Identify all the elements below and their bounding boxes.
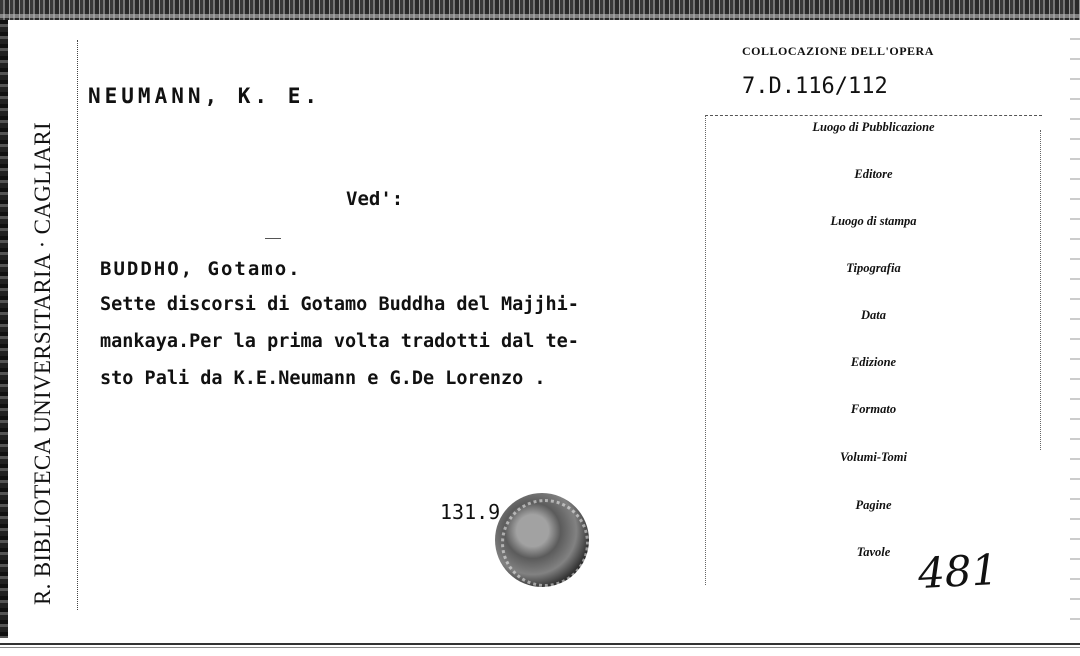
description-line: sto Pali da K.E.Neumann e G.De Lorenzo . (100, 368, 546, 389)
author-heading: NEUMANN, K. E. (88, 84, 322, 108)
see-reference-label: Ved': (346, 188, 404, 210)
card-top-edge-highlight (0, 14, 1080, 18)
collocation-label: COLLOCAZIONE DELL'OPERA (742, 44, 934, 58)
collocation-value: 7.D.116/112 (742, 74, 888, 99)
margin-line (77, 40, 78, 610)
round-stamp-ring (501, 499, 589, 587)
field-luogo-stampa: Luogo di stampa (830, 214, 917, 228)
description-line: Sette discorsi di Gotamo Buddha del Majjhi- (100, 294, 579, 315)
field-luogo-pubblicazione: Luogo di Pubblicazione (812, 120, 935, 134)
card-right-edge (1070, 20, 1080, 656)
field-edizione: Edizione (850, 355, 897, 369)
field-tavole: Tavole (856, 545, 891, 559)
separator-dash (265, 238, 281, 239)
field-editore: Editore (854, 167, 893, 181)
description-line: mankaya.Per la prima volta tradotti dal te- (100, 331, 579, 352)
field-volumi-tomi: Volumi-Tomi (840, 450, 907, 464)
pencil-number: 131.9 (440, 500, 501, 524)
card-left-edge (0, 20, 8, 656)
card-bottom-edge (0, 638, 1080, 656)
field-tipografia: Tipografia (846, 261, 901, 275)
reference-author: BUDDHO, Gotamo. (100, 258, 302, 280)
field-formato: Formato (850, 402, 897, 416)
field-box (705, 115, 1042, 586)
handwritten-note: 481 (916, 544, 1000, 599)
field-box-left-line (705, 115, 706, 585)
title-description (100, 286, 579, 397)
field-data: Data (861, 308, 886, 322)
field-pagine: Pagine (855, 498, 892, 512)
library-stamp-vertical: R. BIBLIOTECA UNIVERSITARIA · CAGLIARI (30, 122, 55, 605)
